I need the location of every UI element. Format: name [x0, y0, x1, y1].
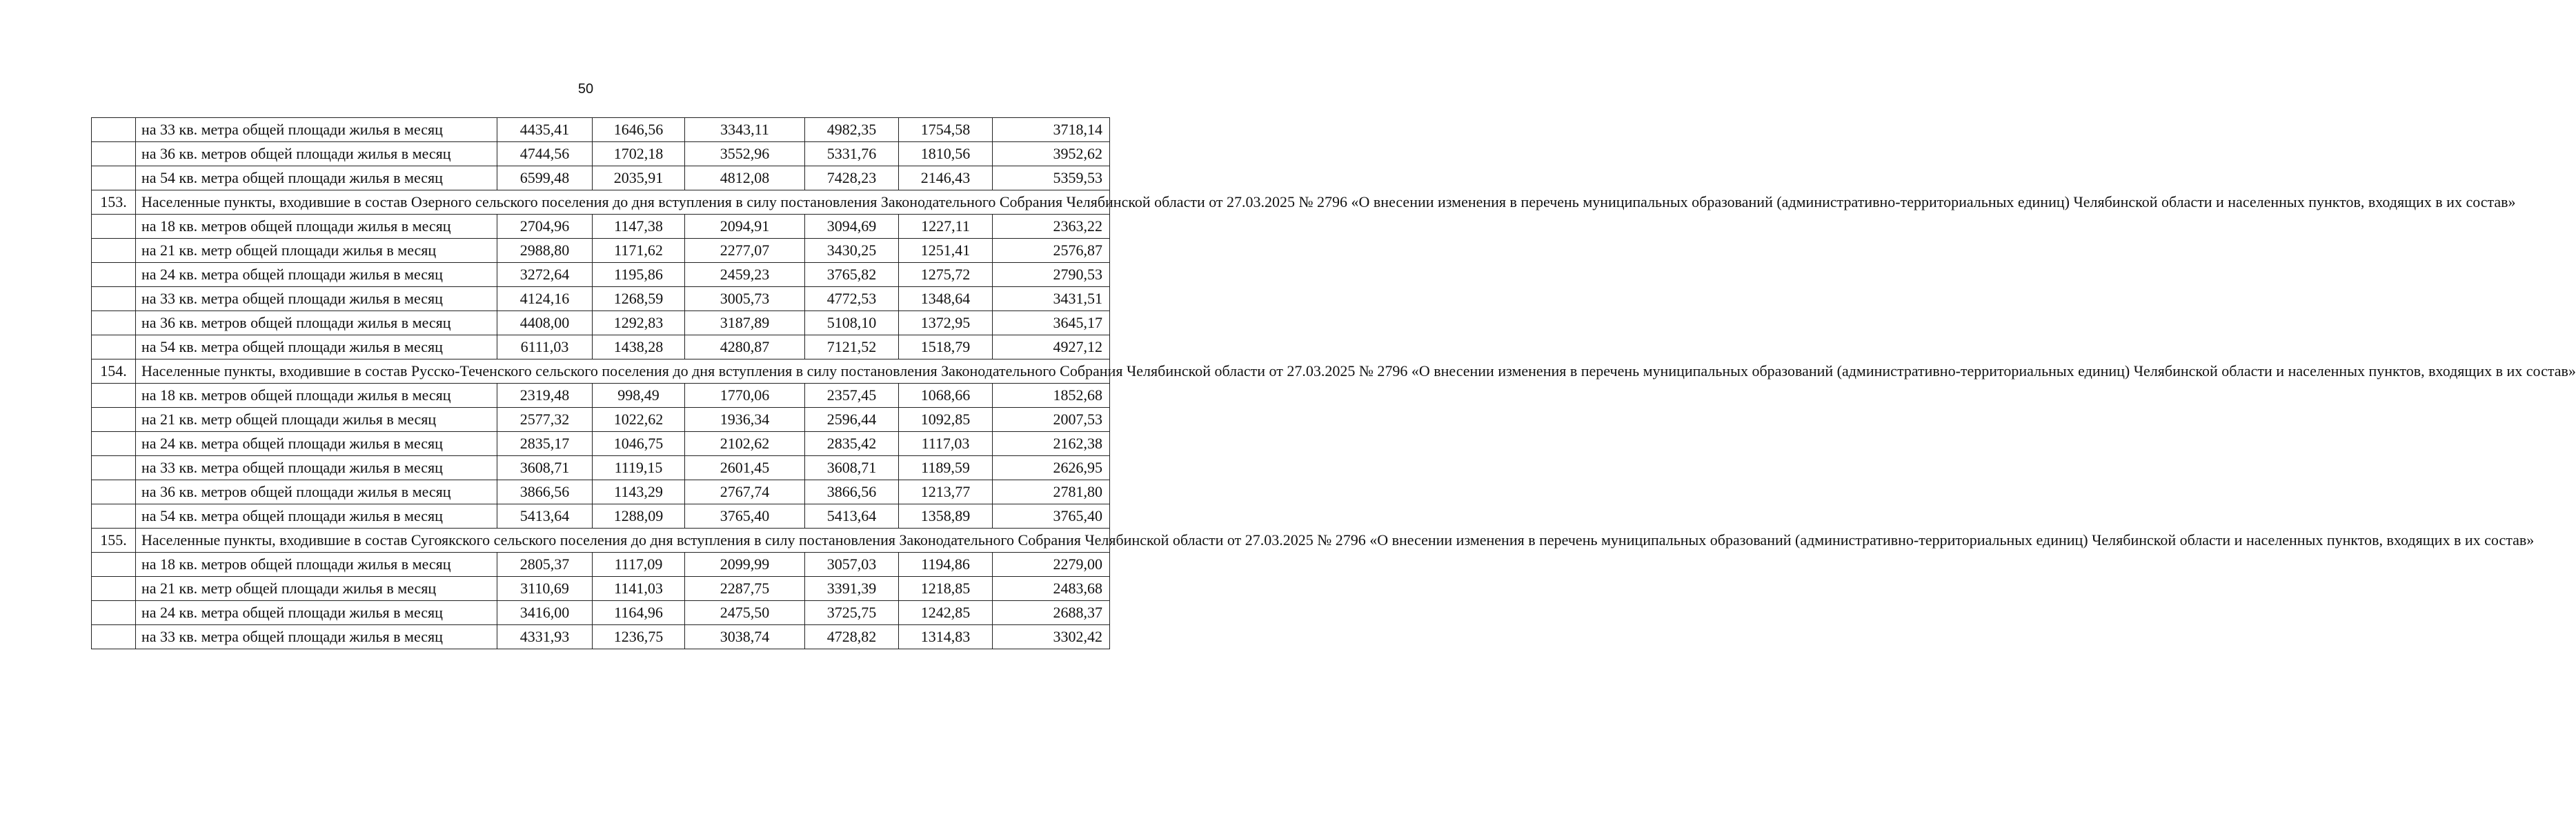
row-number-cell — [92, 553, 136, 577]
section-heading-row — [92, 190, 1110, 215]
value-cell: 1372,95 — [899, 311, 993, 335]
row-number-cell — [92, 456, 136, 480]
value-cell: 3057,03 — [805, 553, 899, 577]
value-cell: 3765,40 — [993, 504, 1110, 529]
value-cell: 1702,18 — [593, 142, 685, 166]
value-cell: 1251,41 — [899, 239, 993, 263]
table-row — [92, 263, 1110, 287]
row-number-cell — [92, 480, 136, 504]
value-cell: 1292,83 — [593, 311, 685, 335]
table-row — [92, 215, 1110, 239]
value-cell: 1164,96 — [593, 601, 685, 625]
value-cell: 1068,66 — [899, 384, 993, 408]
section-heading-text: Населенные пункты, входившие в состав Русско-Теченского сельского поселения до дня вступления в силу постановления Законодательного Собрания Челябинской области от 27.03.2025 № 2796 «О внесении изменения в перечень муниципальных образований (административно-территориальных единиц) Челябинской области и населенных пунктов, входящих в их состав» — [136, 359, 1110, 384]
value-cell: 3094,69 — [805, 215, 899, 239]
value-cell: 1242,85 — [899, 601, 993, 625]
value-cell: 1227,11 — [899, 215, 993, 239]
row-number-cell — [92, 118, 136, 142]
value-cell: 1218,85 — [899, 577, 993, 601]
section-heading-row — [92, 359, 1110, 384]
row-label: на 21 кв. метр общей площади жилья в месяц — [136, 408, 497, 432]
value-cell: 1092,85 — [899, 408, 993, 432]
row-label: на 54 кв. метра общей площади жилья в месяц — [136, 504, 497, 529]
value-cell: 2102,62 — [685, 432, 805, 456]
row-number-cell — [92, 239, 136, 263]
row-number-cell — [92, 311, 136, 335]
value-cell: 3391,39 — [805, 577, 899, 601]
row-number-cell — [92, 625, 136, 649]
value-cell: 2035,91 — [593, 166, 685, 190]
value-cell: 6111,03 — [497, 335, 593, 359]
table-row — [92, 408, 1110, 432]
value-cell: 2162,38 — [993, 432, 1110, 456]
value-cell: 3187,89 — [685, 311, 805, 335]
value-cell: 3765,82 — [805, 263, 899, 287]
value-cell: 1810,56 — [899, 142, 993, 166]
row-number-cell — [92, 504, 136, 529]
value-cell: 1348,64 — [899, 287, 993, 311]
value-cell: 2704,96 — [497, 215, 593, 239]
row-label: на 36 кв. метров общей площади жилья в месяц — [136, 311, 497, 335]
table-row — [92, 335, 1110, 359]
value-cell: 4124,16 — [497, 287, 593, 311]
row-label: на 36 кв. метров общей площади жилья в месяц — [136, 142, 497, 166]
value-cell: 1288,09 — [593, 504, 685, 529]
row-number-cell — [92, 577, 136, 601]
table-row — [92, 456, 1110, 480]
value-cell: 1141,03 — [593, 577, 685, 601]
table-row — [92, 553, 1110, 577]
value-cell: 4331,93 — [497, 625, 593, 649]
value-cell: 3645,17 — [993, 311, 1110, 335]
value-cell: 3110,69 — [497, 577, 593, 601]
row-label: на 33 кв. метра общей площади жилья в месяц — [136, 456, 497, 480]
value-cell: 2007,53 — [993, 408, 1110, 432]
value-cell: 1143,29 — [593, 480, 685, 504]
value-cell: 1022,62 — [593, 408, 685, 432]
value-cell: 1770,06 — [685, 384, 805, 408]
row-label: на 33 кв. метра общей площади жилья в месяц — [136, 118, 497, 142]
table-row — [92, 504, 1110, 529]
section-number: 154. — [92, 359, 136, 384]
value-cell: 5413,64 — [805, 504, 899, 529]
value-cell: 1275,72 — [899, 263, 993, 287]
value-cell: 3552,96 — [685, 142, 805, 166]
value-cell: 3416,00 — [497, 601, 593, 625]
value-cell: 3430,25 — [805, 239, 899, 263]
value-cell: 1236,75 — [593, 625, 685, 649]
value-cell: 7428,23 — [805, 166, 899, 190]
row-label: на 33 кв. метра общей площади жилья в месяц — [136, 625, 497, 649]
table-row — [92, 577, 1110, 601]
row-number-cell — [92, 601, 136, 625]
row-label: на 18 кв. метров общей площади жилья в месяц — [136, 215, 497, 239]
value-cell: 1147,38 — [593, 215, 685, 239]
row-label: на 21 кв. метр общей площади жилья в месяц — [136, 577, 497, 601]
section-heading-text: Населенные пункты, входившие в состав Озерного сельского поселения до дня вступления в силу постановления Законодательного Собрания Челябинской области от 27.03.2025 № 2796 «О внесении изменения в перечень муниципальных образований (административно-территориальных единиц) Челябинской области и населенных пунктов, входящих в их состав» — [136, 190, 1110, 215]
row-number-cell — [92, 384, 136, 408]
value-cell: 2835,17 — [497, 432, 593, 456]
value-cell: 1213,77 — [899, 480, 993, 504]
value-cell: 2287,75 — [685, 577, 805, 601]
value-cell: 5359,53 — [993, 166, 1110, 190]
value-cell: 1117,09 — [593, 553, 685, 577]
value-cell: 2688,37 — [993, 601, 1110, 625]
value-cell: 2475,50 — [685, 601, 805, 625]
table-row — [92, 625, 1110, 649]
section-heading-text: Населенные пункты, входившие в состав Сугоякского сельского поселения до дня вступления в силу постановления Законодательного Собрания Челябинской области от 27.03.2025 № 2796 «О внесении изменения в перечень муниципальных образований (административно-территориальных единиц) Челябинской области и населенных пунктов, входящих в их состав» — [136, 529, 1110, 553]
value-cell: 3952,62 — [993, 142, 1110, 166]
value-cell: 2767,74 — [685, 480, 805, 504]
value-cell: 2988,80 — [497, 239, 593, 263]
table-row — [92, 311, 1110, 335]
value-cell: 1117,03 — [899, 432, 993, 456]
row-label: на 54 кв. метра общей площади жилья в месяц — [136, 335, 497, 359]
row-number-cell — [92, 263, 136, 287]
value-cell: 1195,86 — [593, 263, 685, 287]
value-cell: 2781,80 — [993, 480, 1110, 504]
row-number-cell — [92, 335, 136, 359]
row-label: на 54 кв. метра общей площади жилья в месяц — [136, 166, 497, 190]
value-cell: 2601,45 — [685, 456, 805, 480]
table-row — [92, 239, 1110, 263]
value-cell: 1119,15 — [593, 456, 685, 480]
value-cell: 2459,23 — [685, 263, 805, 287]
page-number: 50 — [577, 81, 594, 97]
tariff-table — [91, 117, 2576, 649]
value-cell: 1046,75 — [593, 432, 685, 456]
value-cell: 5331,76 — [805, 142, 899, 166]
row-label: на 33 кв. метра общей площади жилья в месяц — [136, 287, 497, 311]
value-cell: 2626,95 — [993, 456, 1110, 480]
table-row — [92, 166, 1110, 190]
value-cell: 4927,12 — [993, 335, 1110, 359]
value-cell: 2576,87 — [993, 239, 1110, 263]
value-cell: 1358,89 — [899, 504, 993, 529]
row-label: на 24 кв. метра общей площади жилья в месяц — [136, 601, 497, 625]
row-number-cell — [92, 408, 136, 432]
value-cell: 1194,86 — [899, 553, 993, 577]
value-cell: 3302,42 — [993, 625, 1110, 649]
value-cell: 3765,40 — [685, 504, 805, 529]
value-cell: 2483,68 — [993, 577, 1110, 601]
row-number-cell — [92, 432, 136, 456]
value-cell: 998,49 — [593, 384, 685, 408]
value-cell: 2357,45 — [805, 384, 899, 408]
value-cell: 6599,48 — [497, 166, 593, 190]
value-cell: 1171,62 — [593, 239, 685, 263]
value-cell: 1268,59 — [593, 287, 685, 311]
value-cell: 4408,00 — [497, 311, 593, 335]
value-cell: 1189,59 — [899, 456, 993, 480]
row-number-cell — [92, 142, 136, 166]
value-cell: 2279,00 — [993, 553, 1110, 577]
table-row — [92, 384, 1110, 408]
value-cell: 3725,75 — [805, 601, 899, 625]
value-cell: 2805,37 — [497, 553, 593, 577]
value-cell: 4435,41 — [497, 118, 593, 142]
value-cell: 2363,22 — [993, 215, 1110, 239]
table-row — [92, 432, 1110, 456]
row-number-cell — [92, 215, 136, 239]
value-cell: 1852,68 — [993, 384, 1110, 408]
value-cell: 4744,56 — [497, 142, 593, 166]
table-row — [92, 118, 1110, 142]
row-label: на 18 кв. метров общей площади жилья в месяц — [136, 384, 497, 408]
table-row — [92, 287, 1110, 311]
value-cell: 2319,48 — [497, 384, 593, 408]
value-cell: 3718,14 — [993, 118, 1110, 142]
value-cell: 1754,58 — [899, 118, 993, 142]
value-cell: 2146,43 — [899, 166, 993, 190]
table-row — [92, 601, 1110, 625]
table-row — [92, 480, 1110, 504]
value-cell: 3608,71 — [805, 456, 899, 480]
value-cell: 2094,91 — [685, 215, 805, 239]
row-label: на 36 кв. метров общей площади жилья в месяц — [136, 480, 497, 504]
value-cell: 4728,82 — [805, 625, 899, 649]
section-number: 153. — [92, 190, 136, 215]
row-label: на 21 кв. метр общей площади жилья в месяц — [136, 239, 497, 263]
value-cell: 1438,28 — [593, 335, 685, 359]
value-cell: 2835,42 — [805, 432, 899, 456]
value-cell: 3608,71 — [497, 456, 593, 480]
row-label: на 18 кв. метров общей площади жилья в месяц — [136, 553, 497, 577]
row-label: на 24 кв. метра общей площади жилья в месяц — [136, 263, 497, 287]
value-cell: 2577,32 — [497, 408, 593, 432]
value-cell: 1518,79 — [899, 335, 993, 359]
value-cell: 3866,56 — [497, 480, 593, 504]
row-number-cell — [92, 287, 136, 311]
value-cell: 4772,53 — [805, 287, 899, 311]
value-cell: 1936,34 — [685, 408, 805, 432]
row-number-cell — [92, 166, 136, 190]
value-cell: 2790,53 — [993, 263, 1110, 287]
value-cell: 5413,64 — [497, 504, 593, 529]
value-cell: 3038,74 — [685, 625, 805, 649]
value-cell: 3866,56 — [805, 480, 899, 504]
value-cell: 2277,07 — [685, 239, 805, 263]
value-cell: 5108,10 — [805, 311, 899, 335]
value-cell: 3431,51 — [993, 287, 1110, 311]
value-cell: 4280,87 — [685, 335, 805, 359]
value-cell: 1646,56 — [593, 118, 685, 142]
section-heading-row — [92, 529, 1110, 553]
value-cell: 2596,44 — [805, 408, 899, 432]
row-label: на 24 кв. метра общей площади жилья в месяц — [136, 432, 497, 456]
value-cell: 4812,08 — [685, 166, 805, 190]
value-cell: 2099,99 — [685, 553, 805, 577]
value-cell: 3272,64 — [497, 263, 593, 287]
value-cell: 7121,52 — [805, 335, 899, 359]
value-cell: 4982,35 — [805, 118, 899, 142]
value-cell: 1314,83 — [899, 625, 993, 649]
value-cell: 3005,73 — [685, 287, 805, 311]
section-number: 155. — [92, 529, 136, 553]
tariff-table-body — [92, 118, 2576, 649]
value-cell: 3343,11 — [685, 118, 805, 142]
table-row — [92, 142, 1110, 166]
